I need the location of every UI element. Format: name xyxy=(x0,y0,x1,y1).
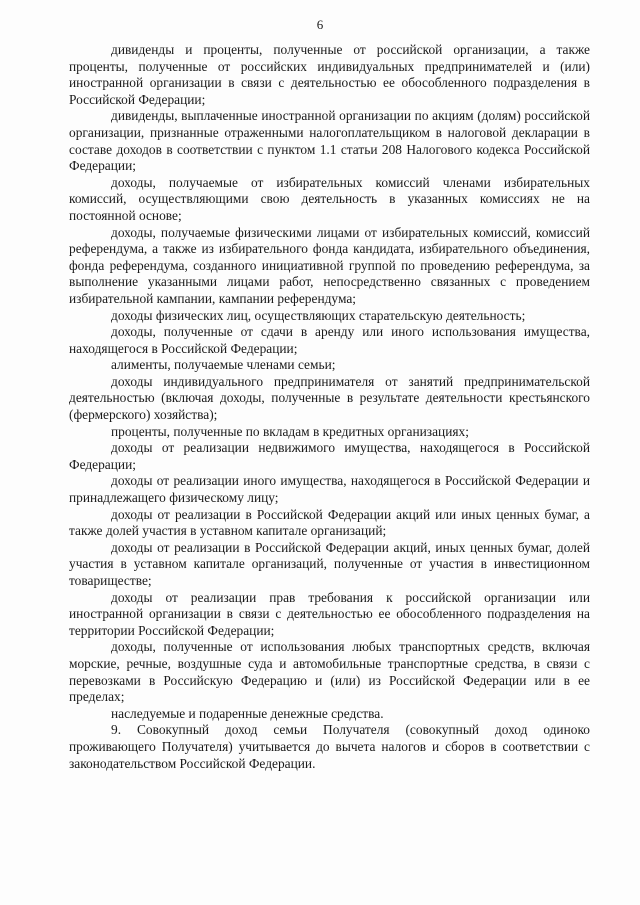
document-body xyxy=(69,42,590,772)
paragraph-claim-rights-sale: доходы от реализации прав требования к российской организации или иностранной организации в связи с деятельностью ее обособленного подразделения на территории Российской Федерации; xyxy=(69,589,590,638)
paragraph-transport-income: доходы, полученные от использования любых транспортных средств, включая морские, речные, воздушные суда и автомобильные транспортные средства, в связи с перевозками в Российскую Федерацию и (или) из Российской Федерации или в ее пределах; xyxy=(69,639,590,705)
paragraph-election-commission-payments: доходы, получаемые физическими лицами от избирательных комиссий, комиссий референдума, а также из избирательного фонда кандидата, избирательного объединения, фонда референдума, созданного инициативной группой по проведению референдума, за выполнение указанными лицами работ, непосредственно связанных с проведением избирательной кампании, кампании референдума; xyxy=(69,224,590,306)
paragraph-inherited-funds: наследуемые и подаренные денежные средства. xyxy=(111,705,384,721)
paragraph-prospecting-income: доходы физических лиц, осуществляющих старательскую деятельность; xyxy=(111,307,526,323)
paragraph-item-9-total-income: 9. Совокупный доход семьи Получателя (совокупный доход одиноко проживающего Получателя) учитывается до вычета налогов и сборов в соответствии с законодательством Российской Федерации. xyxy=(69,722,590,771)
paragraph-entrepreneur-income: доходы индивидуального предпринимателя от занятий предпринимательской деятельностью (включая доходы, полученные в результате деятельности крестьянского (фермерского) хозяйства); xyxy=(69,373,590,423)
page-number: 6 xyxy=(316,17,324,32)
paragraph-other-property-sale: доходы от реализации иного имущества, находящегося в Российской Федерации и принадлежащего физическому лицу; xyxy=(69,473,590,506)
paragraph-deposit-interest: проценты, полученные по вкладам в кредитных организациях; xyxy=(111,423,469,439)
paragraph-real-estate-sale: доходы от реализации недвижимого имущества, находящегося в Российской Федерации; xyxy=(69,440,590,472)
paragraph-rental-income: доходы, полученные от сдачи в аренду или иного использования имущества, находящегося в Российской Федерации; xyxy=(69,324,590,356)
paragraph-investment-partnership: доходы от реализации в Российской Федерации акций, иных ценных бумаг, долей участия в уставном капитале организаций, полученные от участия в инвестиционном товариществе; xyxy=(69,539,590,588)
paragraph-dividends-interest: дивиденды и проценты, полученные от российской организации, а также проценты, полученные от российских индивидуальных предпринимателей и (или) иностранной организации в связи с деятельностью ее обособленного подразделения в Российской Федерации; xyxy=(69,42,590,107)
paragraph-dividends-foreign: дивиденды, выплаченные иностранной организации по акциям (долям) российской организации, признанные отраженными налогоплательщиком в налоговой декларации в составе доходов в соответствии с пунктом 1.1 статьи 208 Налогового кодекса Российской Федерации; xyxy=(69,108,590,174)
paragraph-securities-sale: доходы от реализации в Российской Федерации акций или иных ценных бумаг, а также долей участия в уставном капитале организаций; xyxy=(69,506,590,539)
paragraph-election-commission-members: доходы, получаемые от избирательных комиссий членами избирательных комиссий, осуществляющими свою деятельность в указанных комиссиях не на постоянной основе; xyxy=(69,174,590,223)
paragraph-alimony: алименты, получаемые членами семьи; xyxy=(111,357,336,373)
